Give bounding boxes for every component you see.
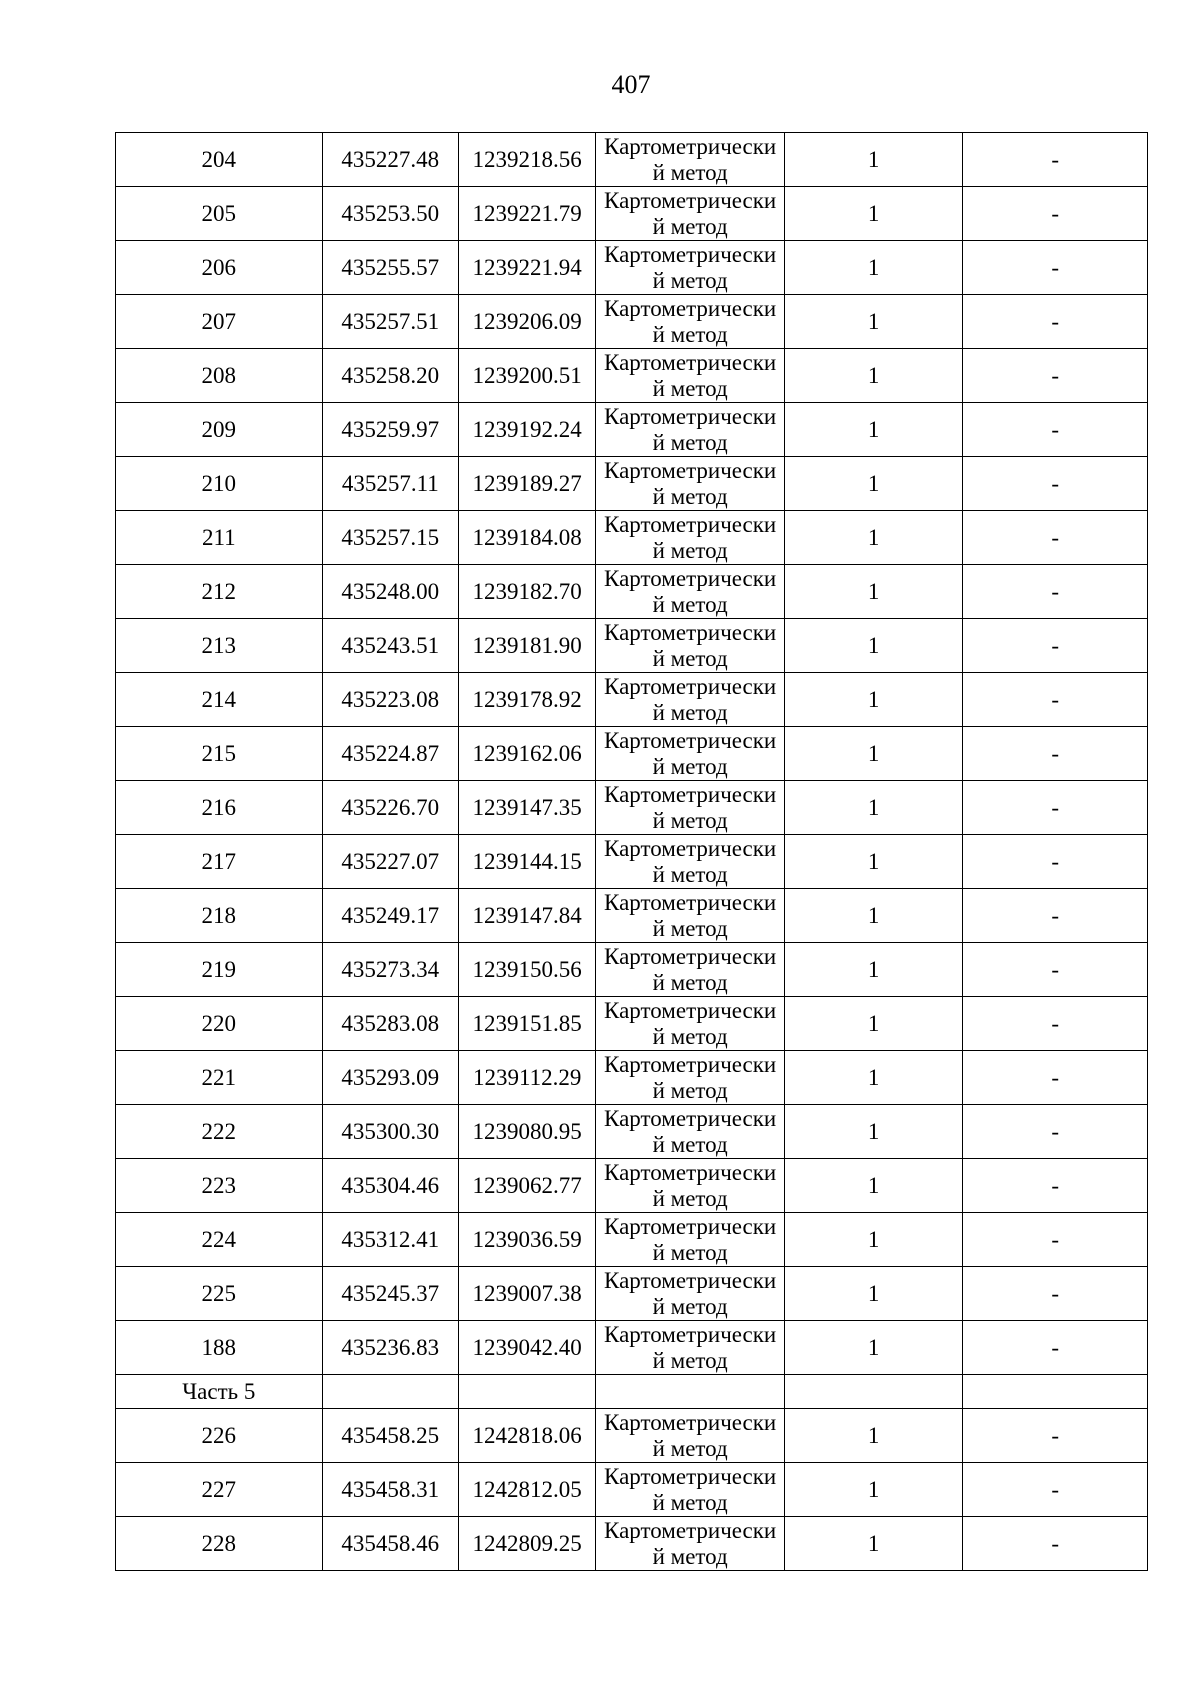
accuracy-cell: 1 xyxy=(784,187,963,241)
accuracy-cell: 1 xyxy=(784,1213,963,1267)
note-cell: - xyxy=(963,565,1148,619)
note-cell: - xyxy=(963,457,1148,511)
method-cell: Картометрически й метод xyxy=(596,1159,785,1213)
x-coordinate-cell: 435227.07 xyxy=(322,835,458,889)
table-row xyxy=(116,1517,1148,1571)
y-coordinate-cell: 1239036.59 xyxy=(458,1213,595,1267)
x-coordinate-cell: 435243.51 xyxy=(322,619,458,673)
y-coordinate-cell: 1239150.56 xyxy=(458,943,595,997)
method-cell: Картометрически й метод xyxy=(596,1213,785,1267)
table-row xyxy=(116,1213,1148,1267)
note-cell: - xyxy=(963,1517,1148,1571)
table-row xyxy=(116,349,1148,403)
method-cell: Картометрически й метод xyxy=(596,241,785,295)
accuracy-cell: 1 xyxy=(784,565,963,619)
y-coordinate-cell: 1239062.77 xyxy=(458,1159,595,1213)
x-coordinate-cell: 435312.41 xyxy=(322,1213,458,1267)
y-coordinate-cell: 1239218.56 xyxy=(458,133,595,187)
note-cell: - xyxy=(963,997,1148,1051)
table-row xyxy=(116,1321,1148,1375)
point-cell: 225 xyxy=(116,1267,323,1321)
x-coordinate-cell: 435304.46 xyxy=(322,1159,458,1213)
table-row xyxy=(116,241,1148,295)
x-coordinate-cell: 435458.31 xyxy=(322,1463,458,1517)
x-coordinate-cell: 435458.25 xyxy=(322,1409,458,1463)
note-cell: - xyxy=(963,781,1148,835)
table-row xyxy=(116,673,1148,727)
y-coordinate-cell: 1239112.29 xyxy=(458,1051,595,1105)
y-coordinate-cell: 1239221.94 xyxy=(458,241,595,295)
point-cell: 217 xyxy=(116,835,323,889)
page-number: 407 xyxy=(611,70,651,99)
method-cell: Картометрически й метод xyxy=(596,187,785,241)
point-cell: 223 xyxy=(116,1159,323,1213)
accuracy-cell: 1 xyxy=(784,1517,963,1571)
table-row xyxy=(116,133,1148,187)
accuracy-cell: 1 xyxy=(784,943,963,997)
point-cell: 212 xyxy=(116,565,323,619)
x-coordinate-cell: 435259.97 xyxy=(322,403,458,457)
method-cell: Картометрически й метод xyxy=(596,295,785,349)
point-cell: 226 xyxy=(116,1409,323,1463)
x-coordinate-cell: 435458.46 xyxy=(322,1517,458,1571)
x-coordinate-cell: 435249.17 xyxy=(322,889,458,943)
y-coordinate-cell: 1239184.08 xyxy=(458,511,595,565)
method-cell: Картометрически й метод xyxy=(596,1321,785,1375)
x-coordinate-cell: 435257.11 xyxy=(322,457,458,511)
y-coordinate-cell: 1239181.90 xyxy=(458,619,595,673)
point-cell: 207 xyxy=(116,295,323,349)
point-cell: 209 xyxy=(116,403,323,457)
table-row xyxy=(116,997,1148,1051)
method-cell: Картометрически й метод xyxy=(596,835,785,889)
section-row xyxy=(116,1375,1148,1409)
note-cell: - xyxy=(963,835,1148,889)
method-cell: Картометрически й метод xyxy=(596,1517,785,1571)
x-coordinate-cell: 435223.08 xyxy=(322,673,458,727)
table-row xyxy=(116,1105,1148,1159)
table-row xyxy=(116,619,1148,673)
x-coordinate-cell: 435255.57 xyxy=(322,241,458,295)
empty-cell xyxy=(322,1375,458,1409)
method-cell: Картометрически й метод xyxy=(596,349,785,403)
method-cell: Картометрически й метод xyxy=(596,565,785,619)
method-cell: Картометрически й метод xyxy=(596,1463,785,1517)
y-coordinate-cell: 1239200.51 xyxy=(458,349,595,403)
note-cell: - xyxy=(963,727,1148,781)
x-coordinate-cell: 435300.30 xyxy=(322,1105,458,1159)
table-row xyxy=(116,781,1148,835)
note-cell: - xyxy=(963,1463,1148,1517)
point-cell: 218 xyxy=(116,889,323,943)
point-cell: 227 xyxy=(116,1463,323,1517)
note-cell: - xyxy=(963,1213,1148,1267)
method-cell: Картометрически й метод xyxy=(596,943,785,997)
point-cell: 220 xyxy=(116,997,323,1051)
table-row xyxy=(116,457,1148,511)
note-cell: - xyxy=(963,1159,1148,1213)
point-cell: 216 xyxy=(116,781,323,835)
note-cell: - xyxy=(963,295,1148,349)
empty-cell xyxy=(596,1375,785,1409)
accuracy-cell: 1 xyxy=(784,1105,963,1159)
note-cell: - xyxy=(963,241,1148,295)
method-cell: Картометрически й метод xyxy=(596,781,785,835)
y-coordinate-cell: 1239178.92 xyxy=(458,673,595,727)
y-coordinate-cell: 1242818.06 xyxy=(458,1409,595,1463)
point-cell: 206 xyxy=(116,241,323,295)
point-cell: 213 xyxy=(116,619,323,673)
table-row xyxy=(116,1159,1148,1213)
accuracy-cell: 1 xyxy=(784,673,963,727)
x-coordinate-cell: 435257.15 xyxy=(322,511,458,565)
y-coordinate-cell: 1239042.40 xyxy=(458,1321,595,1375)
x-coordinate-cell: 435227.48 xyxy=(322,133,458,187)
note-cell: - xyxy=(963,187,1148,241)
point-cell: 210 xyxy=(116,457,323,511)
accuracy-cell: 1 xyxy=(784,889,963,943)
accuracy-cell: 1 xyxy=(784,133,963,187)
method-cell: Картометрически й метод xyxy=(596,673,785,727)
coordinates-table-body xyxy=(116,133,1148,1571)
method-cell: Картометрически й метод xyxy=(596,619,785,673)
point-cell: 214 xyxy=(116,673,323,727)
y-coordinate-cell: 1239080.95 xyxy=(458,1105,595,1159)
note-cell: - xyxy=(963,511,1148,565)
table-row xyxy=(116,1409,1148,1463)
note-cell: - xyxy=(963,349,1148,403)
table-row xyxy=(116,1267,1148,1321)
note-cell: - xyxy=(963,1105,1148,1159)
accuracy-cell: 1 xyxy=(784,1463,963,1517)
y-coordinate-cell: 1239221.79 xyxy=(458,187,595,241)
method-cell: Картометрически й метод xyxy=(596,511,785,565)
accuracy-cell: 1 xyxy=(784,835,963,889)
method-cell: Картометрически й метод xyxy=(596,133,785,187)
y-coordinate-cell: 1239192.24 xyxy=(458,403,595,457)
y-coordinate-cell: 1239206.09 xyxy=(458,295,595,349)
method-cell: Картометрически й метод xyxy=(596,727,785,781)
accuracy-cell: 1 xyxy=(784,511,963,565)
accuracy-cell: 1 xyxy=(784,457,963,511)
table-row xyxy=(116,1051,1148,1105)
y-coordinate-cell: 1239162.06 xyxy=(458,727,595,781)
method-cell: Картометрически й метод xyxy=(596,889,785,943)
table-row xyxy=(116,565,1148,619)
note-cell: - xyxy=(963,133,1148,187)
note-cell: - xyxy=(963,1321,1148,1375)
note-cell: - xyxy=(963,1409,1148,1463)
x-coordinate-cell: 435245.37 xyxy=(322,1267,458,1321)
x-coordinate-cell: 435257.51 xyxy=(322,295,458,349)
x-coordinate-cell: 435224.87 xyxy=(322,727,458,781)
coordinates-table xyxy=(115,132,1148,1571)
point-cell: 211 xyxy=(116,511,323,565)
table-row xyxy=(116,1463,1148,1517)
method-cell: Картометрически й метод xyxy=(596,1267,785,1321)
empty-cell xyxy=(963,1375,1148,1409)
y-coordinate-cell: 1239147.35 xyxy=(458,781,595,835)
x-coordinate-cell: 435273.34 xyxy=(322,943,458,997)
method-cell: Картометрически й метод xyxy=(596,1105,785,1159)
table-row xyxy=(116,511,1148,565)
empty-cell xyxy=(784,1375,963,1409)
table-row xyxy=(116,295,1148,349)
method-cell: Картометрически й метод xyxy=(596,997,785,1051)
note-cell: - xyxy=(963,1267,1148,1321)
y-coordinate-cell: 1242809.25 xyxy=(458,1517,595,1571)
point-cell: 221 xyxy=(116,1051,323,1105)
y-coordinate-cell: 1242812.05 xyxy=(458,1463,595,1517)
note-cell: - xyxy=(963,889,1148,943)
method-cell: Картометрически й метод xyxy=(596,403,785,457)
point-cell: 215 xyxy=(116,727,323,781)
table-row xyxy=(116,727,1148,781)
note-cell: - xyxy=(963,619,1148,673)
accuracy-cell: 1 xyxy=(784,781,963,835)
point-cell: 204 xyxy=(116,133,323,187)
accuracy-cell: 1 xyxy=(784,727,963,781)
accuracy-cell: 1 xyxy=(784,1159,963,1213)
accuracy-cell: 1 xyxy=(784,1051,963,1105)
note-cell: - xyxy=(963,673,1148,727)
x-coordinate-cell: 435226.70 xyxy=(322,781,458,835)
note-cell: - xyxy=(963,403,1148,457)
x-coordinate-cell: 435248.00 xyxy=(322,565,458,619)
method-cell: Картометрически й метод xyxy=(596,1409,785,1463)
y-coordinate-cell: 1239151.85 xyxy=(458,997,595,1051)
accuracy-cell: 1 xyxy=(784,295,963,349)
table-row xyxy=(116,835,1148,889)
y-coordinate-cell: 1239182.70 xyxy=(458,565,595,619)
section-label: Часть 5 xyxy=(116,1375,323,1409)
note-cell: - xyxy=(963,943,1148,997)
x-coordinate-cell: 435258.20 xyxy=(322,349,458,403)
accuracy-cell: 1 xyxy=(784,619,963,673)
y-coordinate-cell: 1239147.84 xyxy=(458,889,595,943)
point-cell: 188 xyxy=(116,1321,323,1375)
table-row xyxy=(116,943,1148,997)
accuracy-cell: 1 xyxy=(784,997,963,1051)
x-coordinate-cell: 435253.50 xyxy=(322,187,458,241)
x-coordinate-cell: 435293.09 xyxy=(322,1051,458,1105)
table-row xyxy=(116,187,1148,241)
empty-cell xyxy=(458,1375,595,1409)
point-cell: 222 xyxy=(116,1105,323,1159)
x-coordinate-cell: 435236.83 xyxy=(322,1321,458,1375)
accuracy-cell: 1 xyxy=(784,349,963,403)
y-coordinate-cell: 1239189.27 xyxy=(458,457,595,511)
y-coordinate-cell: 1239144.15 xyxy=(458,835,595,889)
table-row xyxy=(116,889,1148,943)
point-cell: 228 xyxy=(116,1517,323,1571)
accuracy-cell: 1 xyxy=(784,1321,963,1375)
accuracy-cell: 1 xyxy=(784,1267,963,1321)
accuracy-cell: 1 xyxy=(784,1409,963,1463)
accuracy-cell: 1 xyxy=(784,241,963,295)
point-cell: 205 xyxy=(116,187,323,241)
method-cell: Картометрически й метод xyxy=(596,1051,785,1105)
table-row xyxy=(116,403,1148,457)
accuracy-cell: 1 xyxy=(784,403,963,457)
note-cell: - xyxy=(963,1051,1148,1105)
point-cell: 208 xyxy=(116,349,323,403)
y-coordinate-cell: 1239007.38 xyxy=(458,1267,595,1321)
point-cell: 219 xyxy=(116,943,323,997)
method-cell: Картометрически й метод xyxy=(596,457,785,511)
point-cell: 224 xyxy=(116,1213,323,1267)
x-coordinate-cell: 435283.08 xyxy=(322,997,458,1051)
